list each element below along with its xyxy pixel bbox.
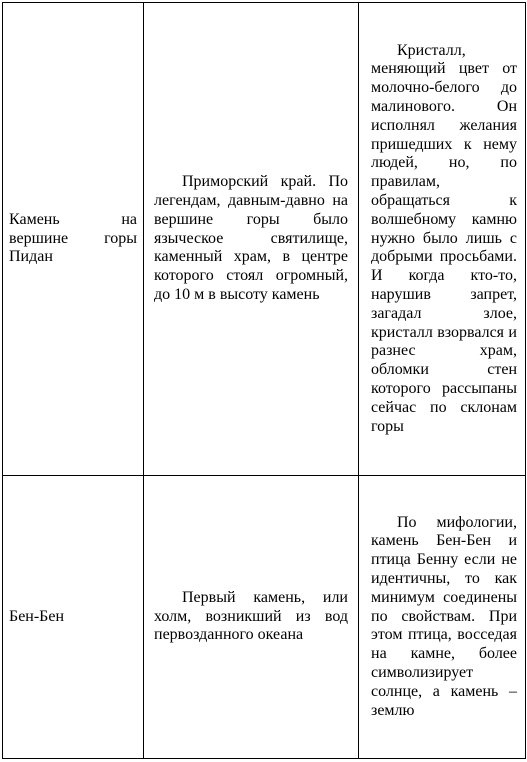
table-row — [3, 3, 526, 476]
stone-description: Кристалл, меняющий цвет от молочно-белого до малинового. Он исполнял желания пришедших к нему людей, но, по правилам, обращаться к волшебному камню нужно было лишь с добрыми просьбами. И когда кто-то, нарушив запрет, загадал злое, кристалл взорвался и разнес храм, обломки стен которого рассыпаны сейчас по склонам горы — [371, 41, 517, 435]
stone-location-cell — [144, 476, 359, 759]
stone-location: Первый камень, или холм, возникший из вод первозданного океана — [154, 588, 348, 644]
stone-name: Бен-Бен — [9, 607, 65, 625]
stone-location: Приморский край. По легендам, давным-давно на вершине горы было языческое святилище, каменный храм, в центре которого стоял огромный, до 10 м в высоту камень — [154, 173, 348, 303]
stones-table — [2, 2, 526, 759]
stone-description-cell — [359, 476, 526, 759]
stone-name: Камень на вершине горы Пидан — [9, 210, 137, 266]
stone-location-cell — [144, 3, 359, 476]
stone-description: По мифологии, камень Бен-Бен и птица Бенну если не идентичны, то как минимум соединены по свойствам. При этом птица, восседая на камне, более символизирует солнце, а камень – землю — [371, 513, 517, 719]
stone-name-cell — [3, 476, 144, 759]
stone-name-cell — [3, 3, 144, 476]
table-row — [3, 476, 526, 759]
stone-description-cell — [359, 3, 526, 476]
